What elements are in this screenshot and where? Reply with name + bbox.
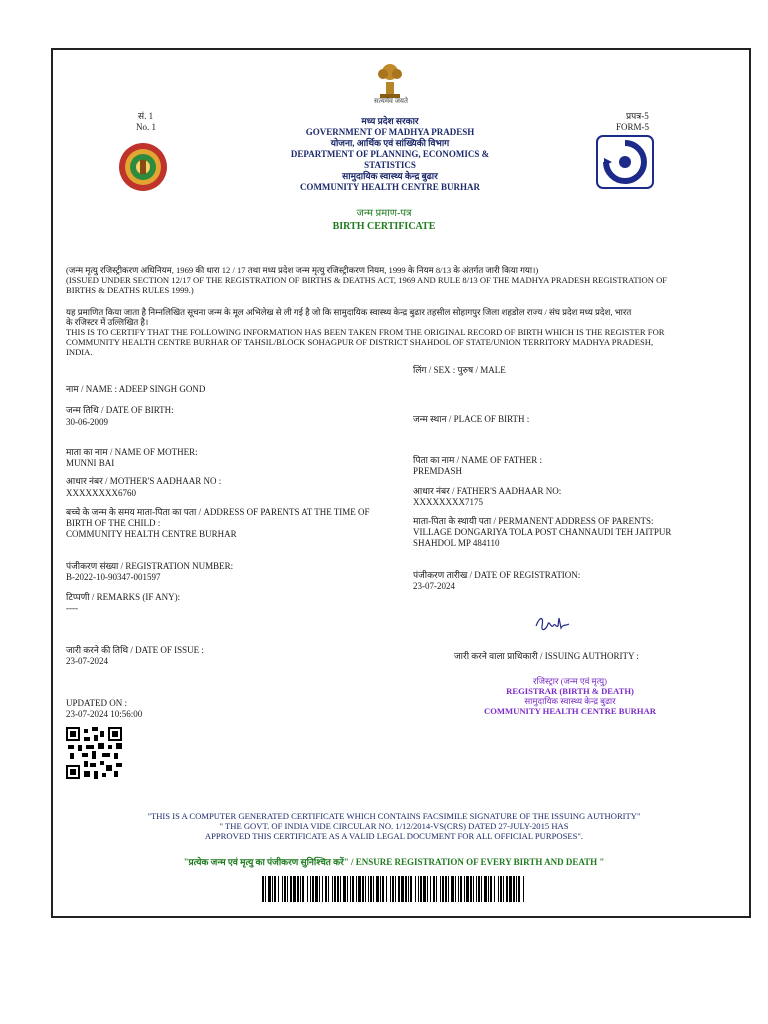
department-name: DEPARTMENT OF PLANNING, ECONOMICS &	[290, 149, 490, 159]
date-of-birth-label: जन्म तिथि / DATE OF BIRTH:	[66, 405, 174, 415]
birth-address-value: COMMUNITY HEALTH CENTRE BURHAR	[66, 529, 237, 539]
updated-on-value: 23-07-2024 10:56:00	[66, 709, 143, 719]
act-reference: (ISSUED UNDER SECTION 12/17 OF THE REGISTRATION OF BIRTHS & DEATHS ACT, 1969 AND RULE 8/13 OF THE MADHYA PRADESH REGISTRATION OF	[66, 275, 668, 285]
father-aadhaar-label: आधार नंबर / FATHER'S AADHAAR NO:	[413, 486, 562, 496]
father-name-label: पिता का नाम / NAME OF FATHER :	[413, 455, 542, 465]
permanent-address-value-cont: SHAHDOL MP 484110	[413, 538, 500, 548]
registration-number-value: B-2022-10-90347-001597	[66, 572, 161, 582]
serial-number: No. 1	[136, 122, 156, 132]
registration-number-label: पंजीकरण संख्या / REGISTRATION NUMBER:	[66, 561, 234, 571]
department-name-cont: STATISTICS	[364, 160, 416, 170]
centre-hindi: सामुदायिक स्वास्थ्य केन्द्र बुढार	[342, 171, 438, 181]
mother-aadhaar-label: आधार नंबर / MOTHER'S AADHAAR NO :	[66, 476, 222, 486]
certification-statement-hindi-cont: के रजिस्टर में उल्लिखित है।	[66, 317, 149, 327]
certification-statement: THIS IS TO CERTIFY THAT THE FOLLOWING INFORMATION HAS BEEN TAKEN FROM THE ORIGINAL RECORD OF BIRTH WHICH IS THE REGISTER FOR	[66, 327, 665, 337]
form-number-hindi: प्रपत्र-5	[626, 111, 649, 121]
act-reference-cont: BIRTHS & DEATHS RULES 1999.)	[66, 285, 194, 295]
slogan-hindi: "प्रत्येक जन्म एवं मृत्यु का पंजीकरण सुनिश्चित करें"	[183, 857, 349, 867]
signature-icon	[532, 612, 572, 636]
registrar-seal-title: REGISTRAR (BIRTH & DEATH)	[506, 686, 634, 696]
act-reference-hindi: (जन्म मृत्यु रजिस्ट्रीकरण अधिनियम, 1969 की धारा 12 / 17 तथा मध्य प्रदेश जन्म मृत्यु रजिस्ट्रीकरण नियम, 1999 के नियम 8/13 के अंतर्गत जारी किया गया।)	[66, 265, 539, 275]
emblem-motto: सत्यमेव जयते	[374, 97, 408, 105]
mother-name-value: MUNNI BAI	[66, 458, 115, 468]
sex-field: लिंग / SEX : पुरुष / MALE	[413, 365, 506, 375]
computer-generated-note: "THIS IS A COMPUTER GENERATED CERTIFICATE WHICH CONTAINS FACSIMILE SIGNATURE OF THE ISSUING AUTHORITY"	[147, 811, 641, 821]
qr-code-icon	[66, 727, 122, 779]
certification-statement-cont: COMMUNITY HEALTH CENTRE BURHAR OF TAHSIL/BLOCK SOHAGPUR OF DISTRICT SHAHDOL OF STATE/UNION TERRITORY MADHYA PRADESH,	[66, 337, 654, 347]
father-aadhaar-value: XXXXXXXX7175	[413, 497, 483, 507]
government-name: GOVERNMENT OF MADHYA PRADESH	[305, 127, 475, 137]
birth-address-label: बच्चे के जन्म के समय माता-पिता का पता / ADDRESS OF PARENTS AT THE TIME OF	[66, 507, 370, 517]
registrar-seal-centre-hindi: सामुदायिक स्वास्थ्य केन्द्र बुढार	[524, 696, 616, 706]
issuing-authority-label: जारी करने वाला प्राधिकारी / ISSUING AUTHORITY :	[454, 651, 639, 661]
registrar-seal-hindi: रजिस्ट्रार (जन्म एवं मृत्यु)	[532, 676, 608, 686]
date-of-issue-value: 23-07-2024	[66, 656, 108, 666]
registration-date-label: पंजीकरण तारीख / DATE OF REGISTRATION:	[413, 570, 581, 580]
mother-aadhaar-value: XXXXXXXX6760	[66, 488, 136, 498]
updated-on-label: UPDATED ON :	[66, 698, 128, 708]
slogan-english: / ENSURE REGISTRATION OF EVERY BIRTH AND DEATH "	[348, 857, 605, 867]
govt-circular-note-cont: APPROVED THIS CERTIFICATE AS A VALID LEGAL DOCUMENT FOR ALL OFFICIAL PURPOSES".	[204, 831, 584, 841]
serial-number-hindi: सं. 1	[138, 111, 154, 121]
permanent-address-label: माता-पिता के स्थायी पता / PERMANENT ADDRESS OF PARENTS:	[413, 516, 654, 526]
govt-circular-note: " THE GOVT. OF INDIA VIDE CIRCULAR NO. 1/12/2014-VS(CRS) DATED 27-JULY-2015 HAS	[219, 821, 569, 831]
father-name-value: PREMDASH	[413, 466, 463, 476]
birth-address-label-cont: BIRTH OF THE CHILD :	[66, 518, 161, 528]
date-of-issue-label: जारी करने की तिथि / DATE OF ISSUE :	[66, 645, 204, 655]
certificate-title-hindi: जन्म प्रमाण-पत्र	[356, 208, 412, 219]
mother-name-label: माता का नाम / NAME OF MOTHER:	[66, 447, 198, 457]
certification-statement-end: INDIA.	[66, 347, 93, 357]
madhya-pradesh-logo-icon	[118, 142, 168, 192]
registration-date-value: 23-07-2024	[413, 581, 455, 591]
registrar-seal-centre: COMMUNITY HEALTH CENTRE BURHAR	[484, 706, 656, 716]
date-of-birth-value: 30-06-2009	[66, 417, 108, 427]
family-welfare-logo-icon	[596, 135, 654, 189]
barcode-icon	[262, 876, 526, 902]
remarks-label: टिप्पणी / REMARKS (IF ANY):	[66, 592, 181, 602]
centre-name: COMMUNITY HEALTH CENTRE BURHAR	[299, 182, 481, 192]
place-of-birth-label: जन्म स्थान / PLACE OF BIRTH :	[413, 414, 530, 424]
permanent-address-value: VILLAGE DONGARIYA TOLA POST CHANNAUDI TEH JAITPUR	[413, 527, 672, 537]
department-hindi: योजना, आर्थिक एवं सांख्यिकी विभाग	[330, 138, 450, 148]
certificate-title: BIRTH CERTIFICATE	[332, 221, 436, 232]
child-name-field: नाम / NAME : ADEEP SINGH GOND	[66, 384, 206, 394]
certification-statement-hindi: यह प्रमाणित किया जाता है निम्नलिखित सूचना जन्म के मूल अभिलेख से ली गई है जो कि सामुदायिक स्वास्थ्य केन्द्र बुढार तहसील सोहागपुर जिला शहडोल राज्य / संघ प्रदेश मध्य प्रदेश, भारत	[66, 307, 632, 317]
form-number: FORM-5	[616, 122, 650, 132]
remarks-value: ----	[66, 603, 78, 613]
government-hindi: मध्य प्रदेश सरकार	[361, 116, 419, 126]
